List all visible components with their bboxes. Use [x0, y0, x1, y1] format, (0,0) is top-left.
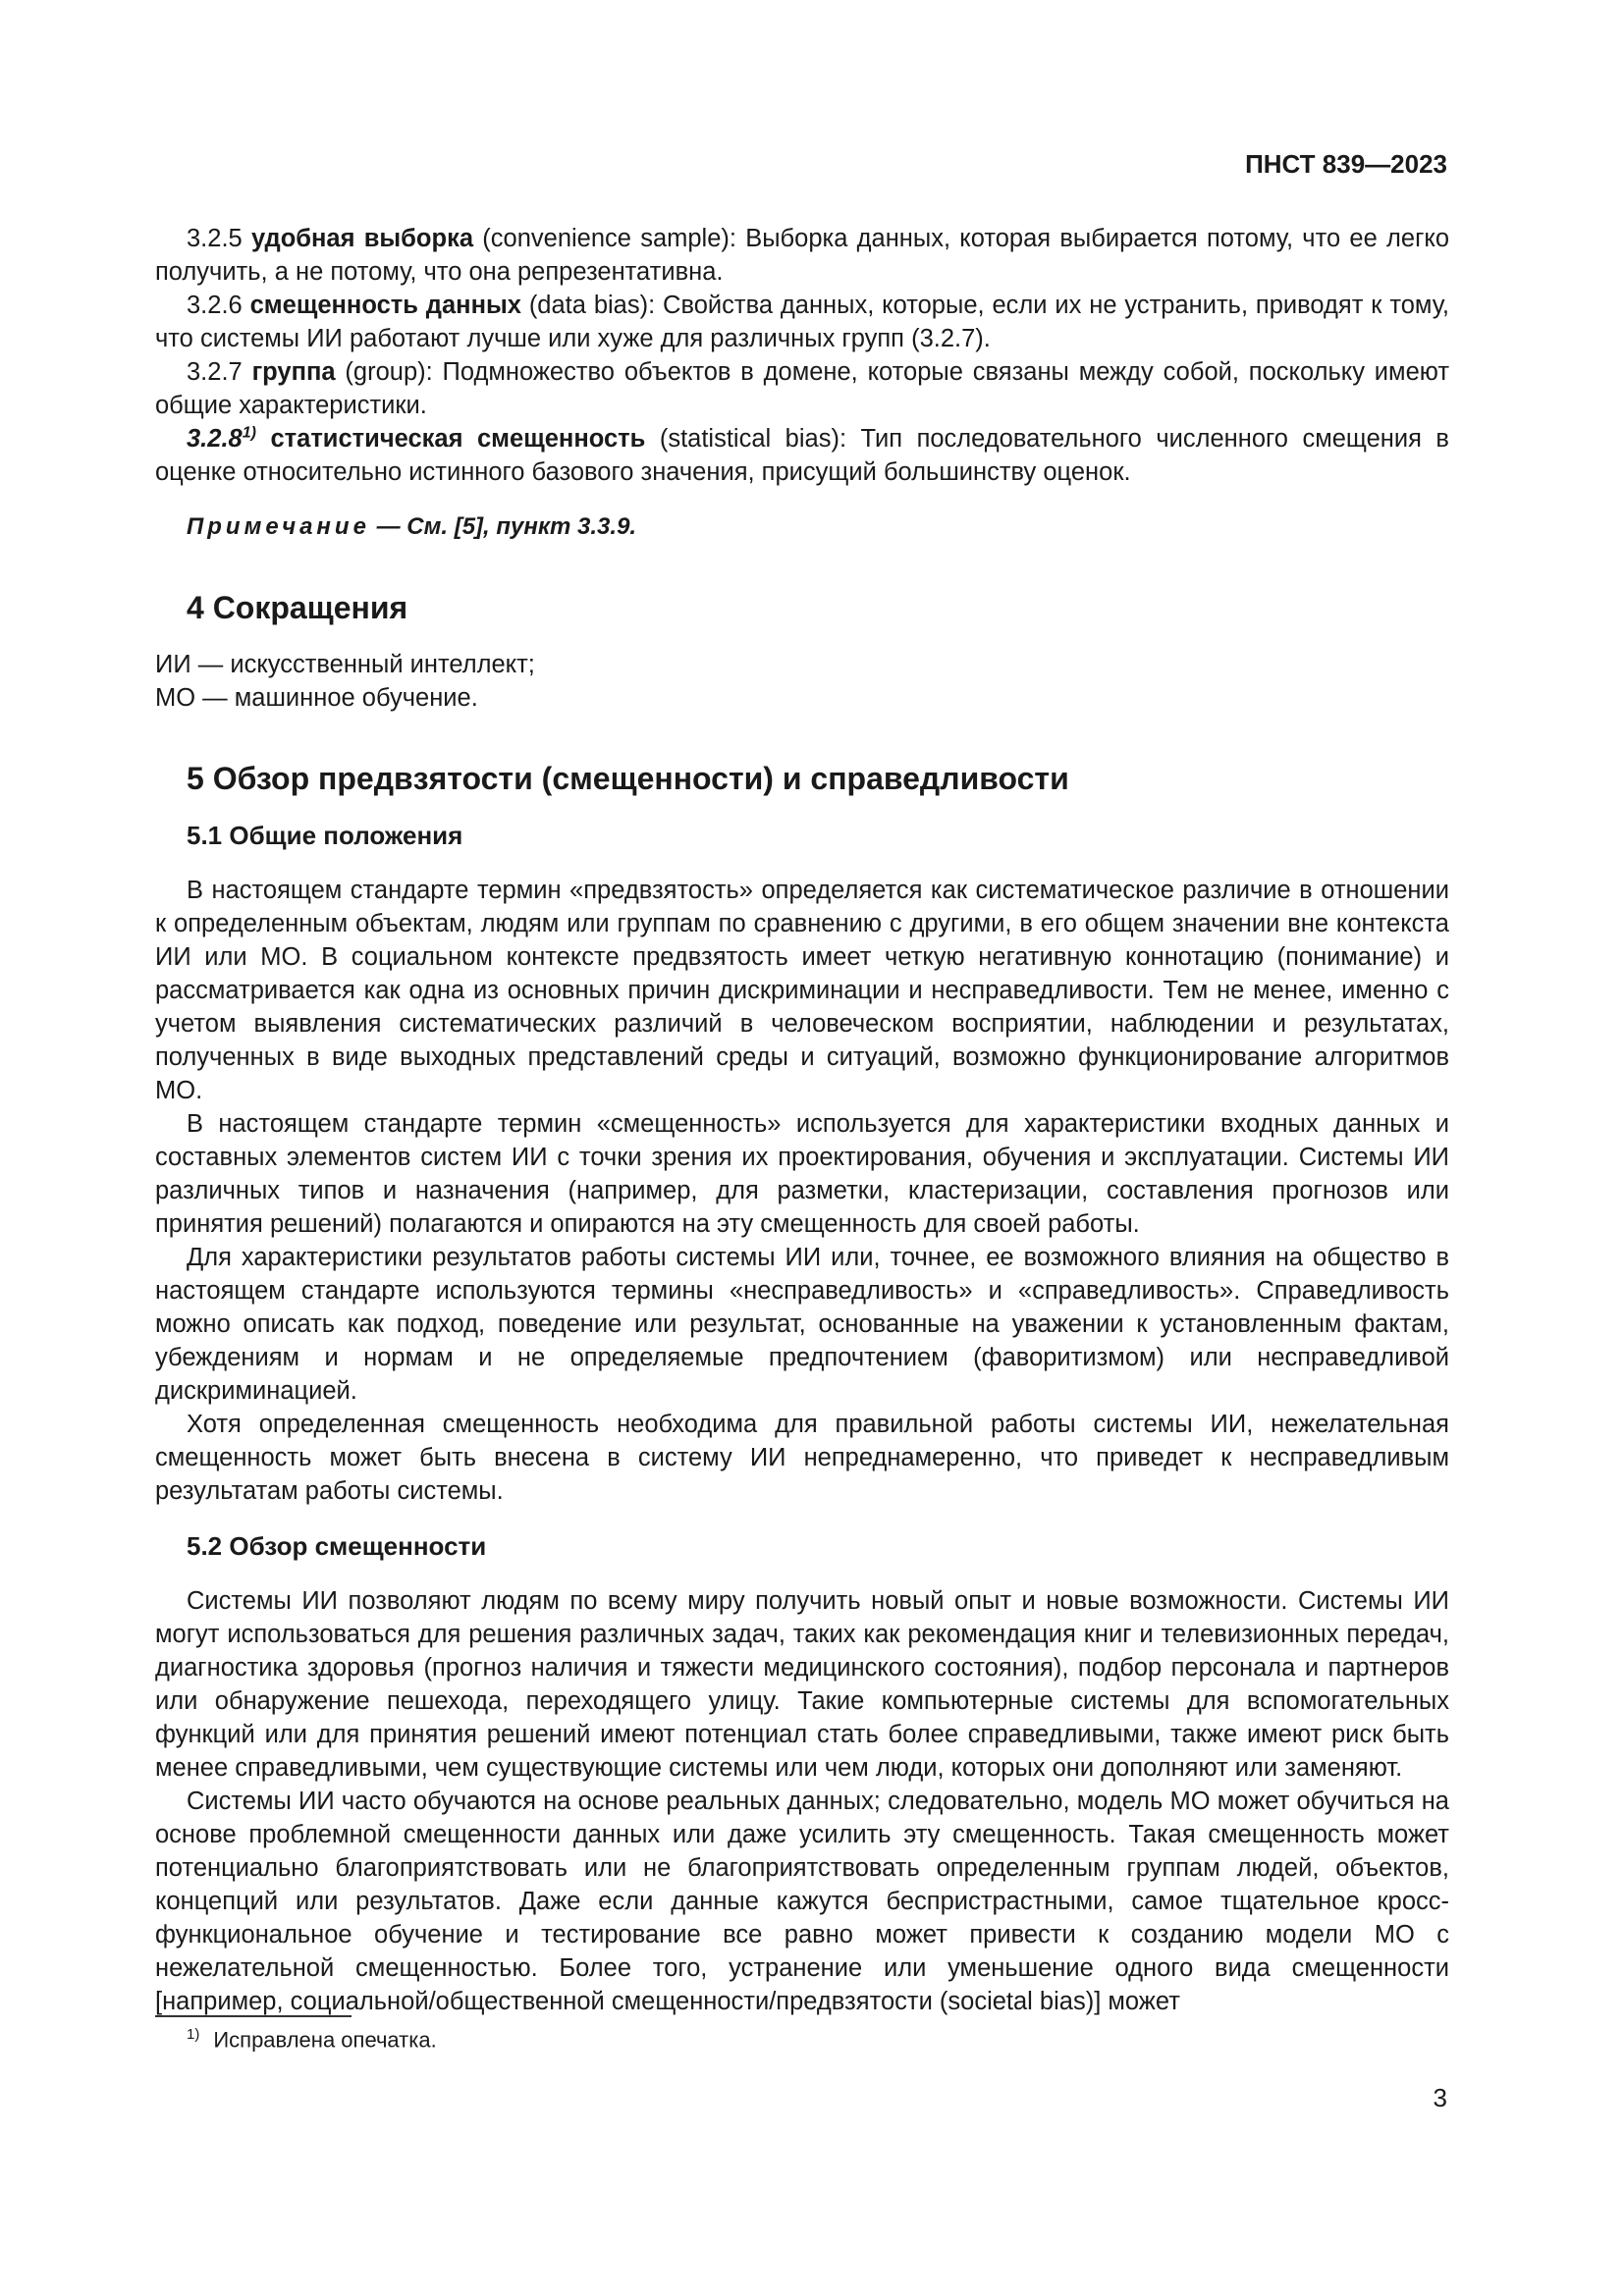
term-number: 3.2.6 [187, 292, 243, 319]
paragraph: Для характеристики результатов работы системы ИИ или, точнее, ее возможного влияния на общество в настоящем стандарте используются термины «несправедливость» и «справедливость». Справедливость можно описать как подход, поведение или результат, основанные на уважении к установленным фактам, убеждениям и нормам и не определяемые предпочтением (фаворитизмом) или несправедливой дискриминацией. [155, 1244, 1449, 1405]
footnote [187, 2026, 437, 2053]
page-number: 3 [1433, 2083, 1447, 2112]
footnote-text: Исправлена опечатка. [213, 2027, 437, 2053]
term-number: 3.2.7 [187, 358, 243, 386]
term-number: 3.2.5 [187, 225, 243, 252]
term-definition: (data bias): Свойства данных, которые, если их не устранить, приводят к тому, что системы ИИ работают лучше или хуже для различных групп (3.2.7). [155, 292, 1449, 352]
abbreviation-list [155, 648, 1449, 715]
term-name: статистическая смещенность [270, 425, 646, 453]
subsection-5-2-heading: 5.2 Обзор смещенности [187, 1531, 487, 1561]
footnote-divider [155, 2015, 352, 2017]
abbreviation-item: ИИ — искусственный интеллект; [155, 651, 535, 678]
note-label: Примечание [187, 513, 370, 540]
page-content [155, 222, 1449, 2018]
note-text: — См. [5], пункт 3.3.9. [369, 513, 637, 540]
term-definition: (group): Подмножество объектов в домене, которые связаны между собой, поскольку имеют общие характеристики. [155, 358, 1449, 419]
paragraph: Системы ИИ позволяют людям по всему миру получить новый опыт и новые возможности. Системы ИИ могут использоваться для решения различных задач, таких как рекомендация книг и телевизионных передач, диагностика здоровья (прогноз наличия и тяжести медицинского состояния), подбор персонала и партнеров или обнаружение пешехода, переходящего улицу. Такие компьютерные системы для вспомогательных функций или для принятия решений имеют потенциал стать более справедливыми, также имеют риск быть менее справедливыми, чем существующие системы или чем люди, которых они дополняют или заменяют. [155, 1587, 1449, 1782]
paragraph: Хотя определенная смещенность необходима для правильной работы системы ИИ, нежелательная смещенность может быть внесена в систему ИИ непреднамеренно, что приведет к несправедливым результатам работы системы. [155, 1411, 1449, 1505]
term-definition: (convenience sample): Выборка данных, которая выбирается потому, что ее легко получить, а не потому, что она репрезентативна. [155, 225, 1449, 286]
note [155, 510, 1449, 544]
section-4-heading: 4 Сокращения [187, 590, 408, 625]
paragraph: В настоящем стандарте термин «предвзятость» определяется как систематическое различие в отношении к определенным объектам, людям или группам по сравнению с другими, в его общем значении вне контекста ИИ или МО. В социальном контексте предвзятость имеет четкую негативную коннотацию (понимание) и рассматривается как одна из основных причин дискриминации и несправедливости. Тем не менее, именно с учетом выявления систематических различий в человеческом восприятии, наблюдении и результатах, полученных в виде выходных представлений среды и ситуаций, возможно функционирование алгоритмов МО. [155, 877, 1449, 1104]
footnote-mark: 1) [187, 2026, 200, 2043]
term-3-2-8 [155, 422, 1449, 489]
section-5-heading: 5 Обзор предвзятости (смещенности) и справедливости [187, 761, 1069, 796]
document-code: ПНСТ 839—2023 [1245, 149, 1447, 179]
term-3-2-7 [155, 355, 1449, 422]
paragraph: Системы ИИ часто обучаются на основе реальных данных; следовательно, модель МО может обучиться на основе проблемной смещенности данных или даже усилить эту смещенность. Такая смещенность может потенциально благоприятствовать или не благоприятствовать определенным группам людей, объектов, концепций или результатов. Даже если данные кажутся беспристрастными, самое тщательное кросс-функциональное обучение и тестирование все равно может привести к созданию модели МО с нежелательной смещенностью. Более того, устранение или уменьшение одного вида смещенности [например, социальной/общественной смещенности/предвзятости (societal bias)] может [155, 1788, 1449, 2015]
term-name: смещенность данных [249, 292, 521, 319]
paragraph: В настоящем стандарте термин «смещенность» используется для характеристики входных данных и составных элементов систем ИИ с точки зрения их проектирования, обучения и эксплуатации. Системы ИИ различных типов и назначения (например, для разметки, кластеризации, составления прогнозов или принятия решений) полагаются и опираются на эту смещенность для своей работы. [155, 1110, 1449, 1238]
footnote-reference: 1) [242, 424, 256, 442]
term-name: удобная выборка [250, 225, 474, 252]
subsection-5-1-heading: 5.1 Общие положения [187, 821, 463, 850]
term-3-2-5 [155, 222, 1449, 289]
term-number: 3.2.8 [187, 425, 243, 453]
term-3-2-6 [155, 289, 1449, 355]
abbreviation-item: МО — машинное обучение. [155, 684, 478, 712]
term-definition: (statistical bias): Тип последовательного численного смещения в оценке относительно истинного базового значения, присущий большинству оценок. [155, 425, 1449, 486]
term-name: группа [251, 358, 336, 386]
